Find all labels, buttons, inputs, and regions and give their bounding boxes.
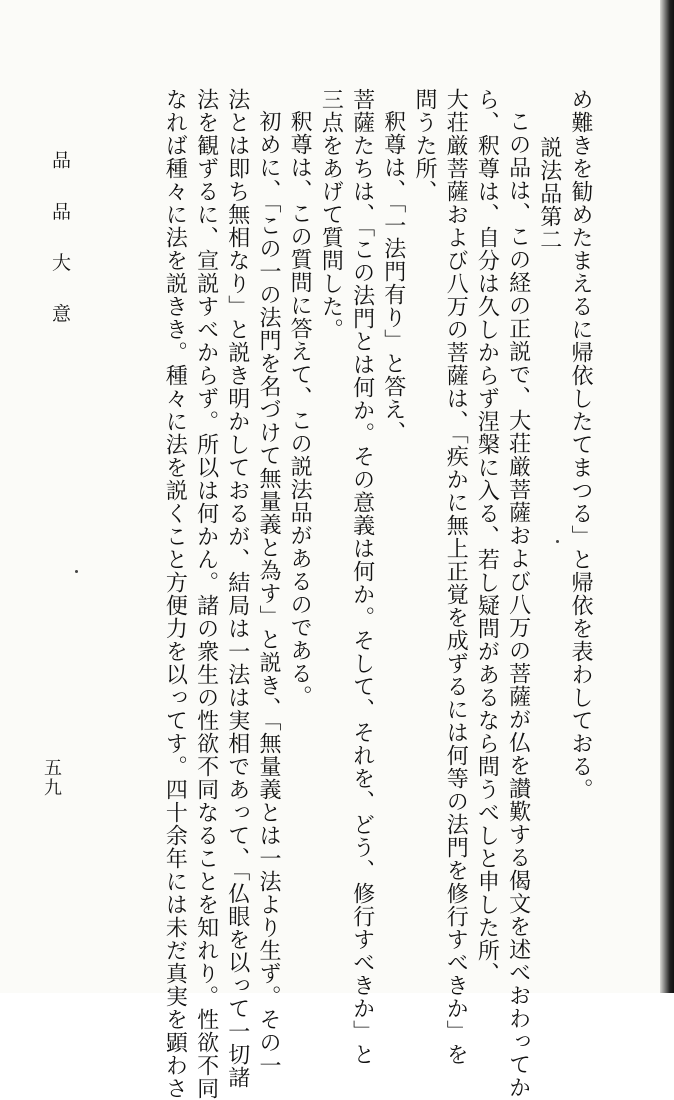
text-line: 初めに、「この一の法門を名づけて無量義と為す」と説き、「無量義とは一法より生ず。その一 bbox=[255, 110, 281, 1077]
page-edge-shadow bbox=[660, 0, 674, 993]
text-line: め難きを勧めたまえるに帰依したてまつる」と帰依を表わしておる。 bbox=[568, 88, 593, 801]
text-line: この品は、この経の正説で、大荘厳菩薩および八万の菩薩が仏を讃歎する偈文を述べおわってか bbox=[505, 110, 531, 1099]
text-line: なれば種々に法を説きき。種々に法を説くこと方便力を以ってす。四十余年には未だ真実を顕わさ bbox=[162, 88, 188, 1100]
text-line: 問うた所、 bbox=[411, 88, 437, 203]
text-line: 法とは即ち無相なり」と説き明かしておるが、結局は一法は実相であって、「仏眼を以って一切諸 bbox=[224, 88, 250, 1089]
running-head: 品 品 大 意 bbox=[49, 150, 71, 336]
print-speck bbox=[75, 570, 78, 573]
text-line: 釈尊は、「一法門有り」と答え、 bbox=[380, 110, 406, 444]
text-line: ら、釈尊は、自分は久しからず涅槃に入る、若し疑問があるなら問うべしと申した所、 bbox=[474, 88, 500, 985]
text-line: 法を観ずるに、宣説すべからず。所以は何かん。諸の衆生の性欲不同なることを知れり。性欲不同 bbox=[193, 88, 219, 1100]
text-line: 三点をあげて質問した。 bbox=[318, 88, 344, 341]
print-speck bbox=[556, 540, 559, 543]
vertical-body-text bbox=[96, 88, 596, 1100]
text-line: 釈尊は、この質問に答えて、この説法品があるのである。 bbox=[287, 110, 313, 708]
section-heading: 説法品第二 bbox=[536, 136, 562, 251]
page-number: 五九 bbox=[41, 758, 62, 798]
text-line: 菩薩たちは、「この法門とは何か。その意義は何か。そして、それを、どう、修行すべきか」と bbox=[349, 88, 375, 1066]
text-line: 大荘厳菩薩および八万の菩薩は、「疾かに無上正覚を成ずるには何等の法門を修行すべきか」を bbox=[443, 88, 469, 1066]
